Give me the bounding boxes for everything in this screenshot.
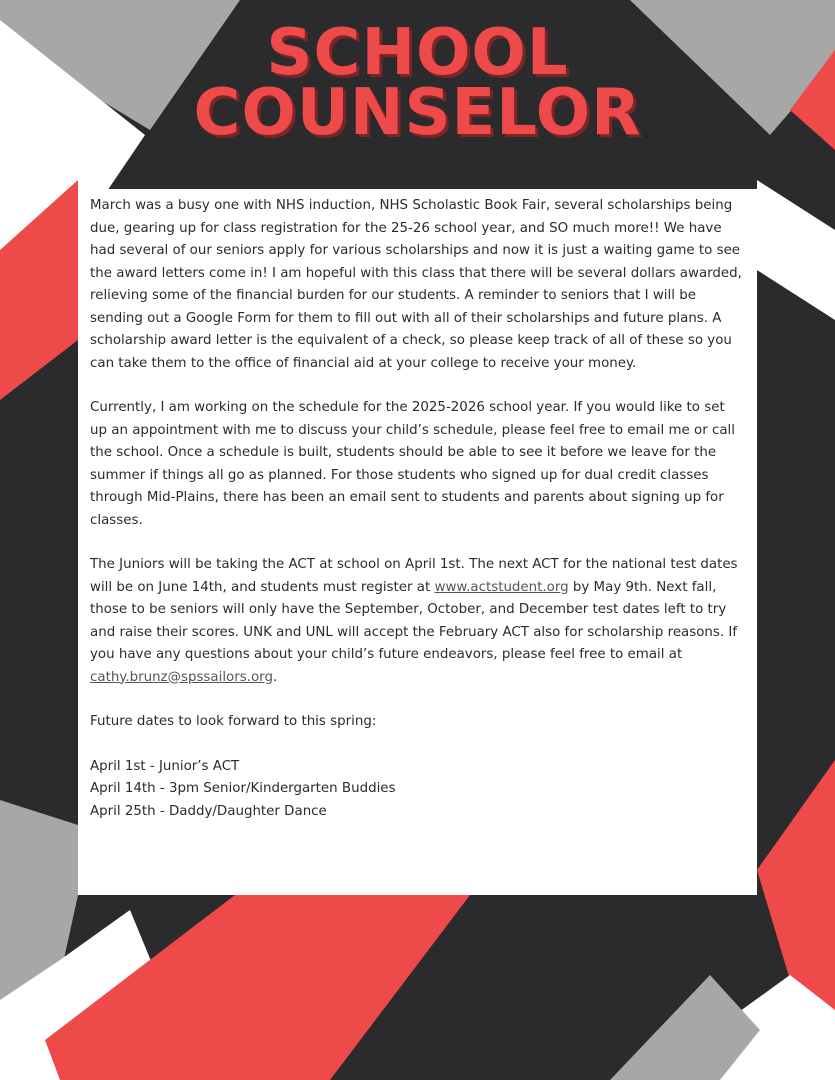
- date-item: April 14th - 3pm Senior/Kindergarten Buddies: [90, 781, 396, 796]
- paragraph-3-text-c: .: [272, 669, 278, 685]
- white-shape-right: [757, 180, 835, 320]
- newsletter-panel: [78, 189, 757, 895]
- paragraph-3-text-b: by May 9th. Next fall, those to be seniors will only have the September, October, and December test dates left to try and raise their scores. UNK and UNL will accept the February ACT also for scholarship reasons. If you have any questions about your child’s future endeavors, please feel free to email at: [90, 579, 738, 662]
- paragraph-3-text-a: The Juniors will be taking the ACT at school on April 1st. The next ACT for the national test dates will be on June 14th, and students must register at: [90, 557, 738, 595]
- counselor-email-link[interactable]: cathy.brunz@spssailors.org: [90, 669, 273, 685]
- future-dates-heading: Future dates to look forward to this spring:: [90, 714, 377, 729]
- paragraph-1: March was a busy one with NHS induction, NHS Scholastic Book Fair, several scholarships being due, gearing up for class registration for the 25-26 school year, and SO much more!! We have had several of our seniors apply for various scholarships and now it is just a waiting game to see the award letters come in! I am hopeful with this class that there will be several dollars awarded, relieving some of the financial burden for our students. A reminder to seniors that I will be sending out a Google Form for them to fill out with all of their scholarships and future plans. A scholarship award letter is the equivalent of a check, so please keep track of all of these so you can take them to the office of financial aid at your college to receive your money.: [90, 198, 742, 371]
- title-line-2: COUNSELOR: [193, 76, 642, 150]
- act-website-link[interactable]: www.actstudent.org: [434, 579, 569, 595]
- future-dates-list: [90, 756, 745, 824]
- paragraph-3: [90, 554, 745, 689]
- paragraph-2: Currently, I am working on the schedule for the 2025-2026 school year. If you would like to set up an appointment with me to discuss your child’s schedule, please feel free to email me or call the school. Once a schedule is built, students should be able to see it before we leave for the summer if things all go as planned. For those students who signed up for dual credit classes through Mid-Plains, there has been an email sent to students and parents about signing up for classes.: [90, 400, 735, 528]
- title-line-1: SCHOOL: [266, 16, 569, 90]
- date-item: April 1st - Junior’s ACT: [90, 758, 240, 774]
- date-item: April 25th - Daddy/Daughter Dance: [90, 803, 327, 819]
